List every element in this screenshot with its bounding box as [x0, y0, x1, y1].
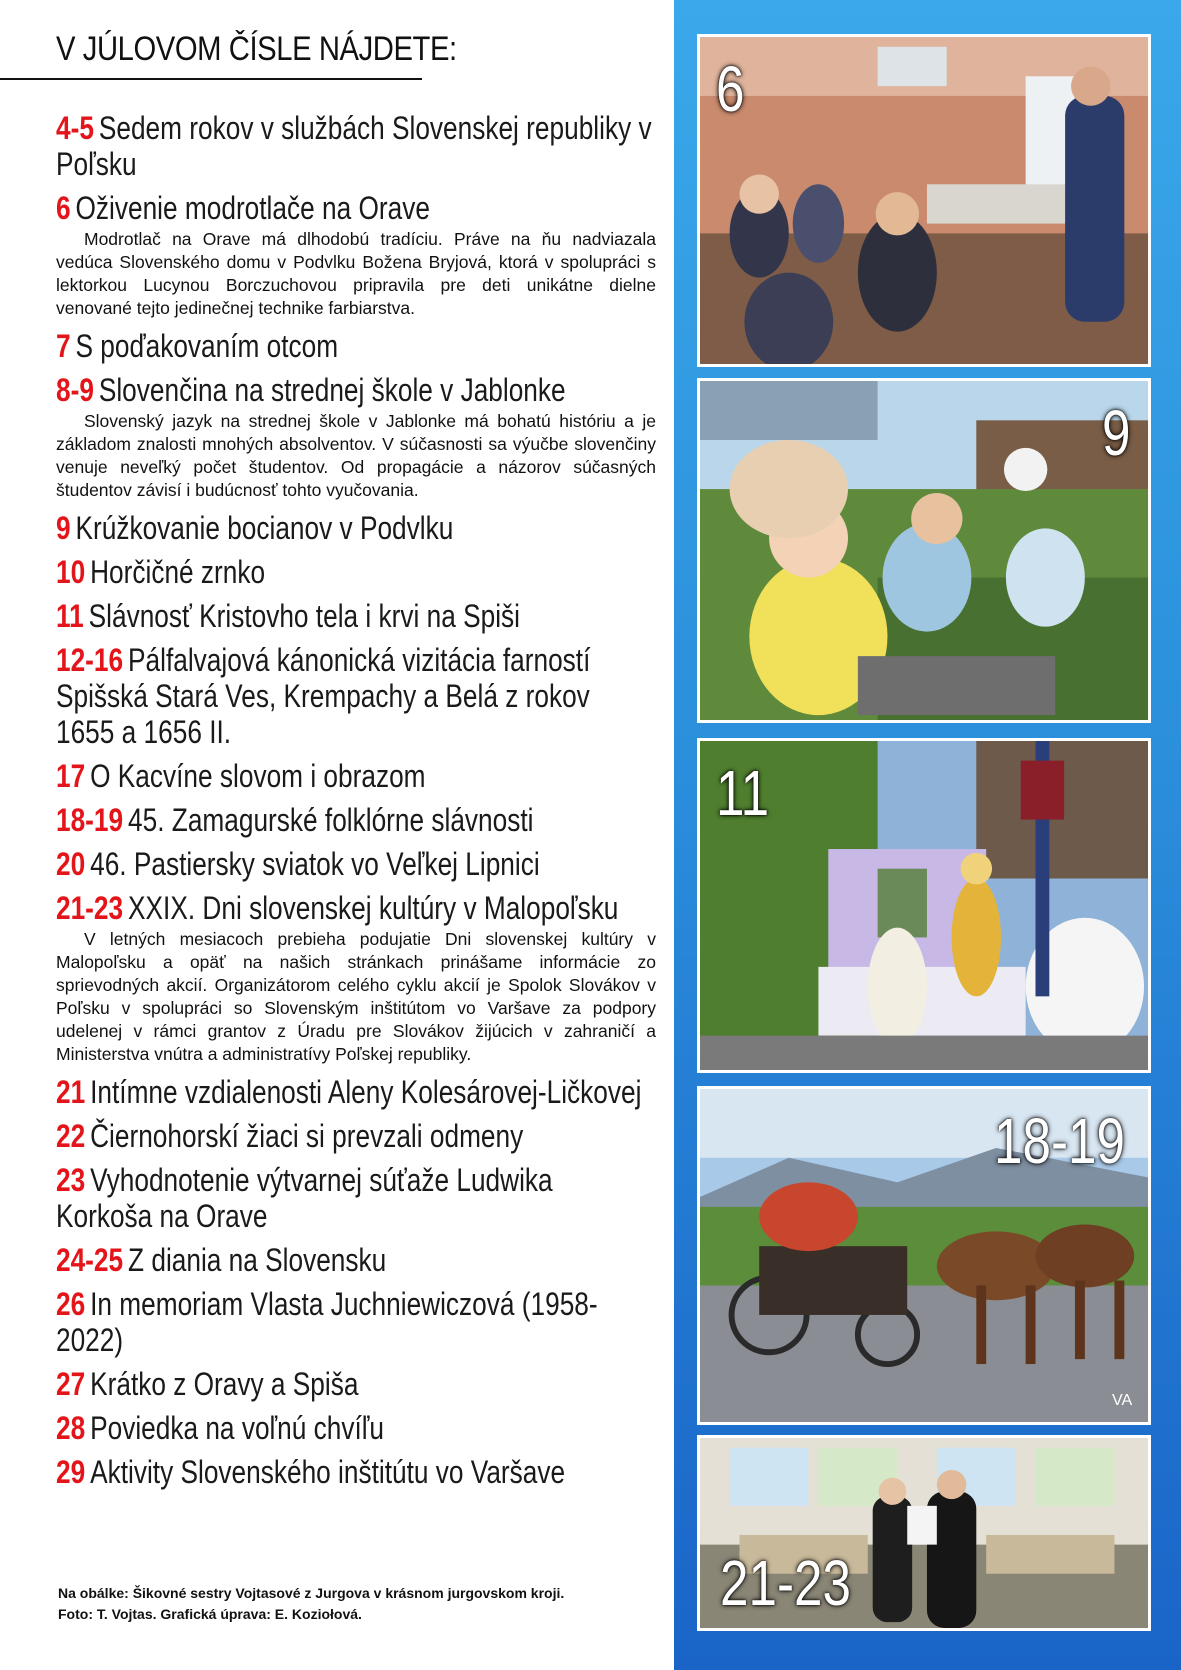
photo-page-label: 9	[1102, 397, 1131, 469]
cover-photo-credit	[58, 1583, 564, 1625]
entry-page-number: 29	[56, 1454, 86, 1490]
entry-page-number: 26	[56, 1286, 86, 1322]
entry-page-number: 4-5	[56, 110, 94, 146]
cover-caption: Na obálke: Šikovné sestry Vojtasové z Jurgova v krásnom jurgovskom kroji.	[58, 1585, 565, 1601]
entry-page-number: 21-23	[56, 890, 124, 926]
toc-entry	[56, 802, 656, 838]
toc-entry	[56, 642, 656, 750]
toc-entry	[56, 554, 656, 590]
entry-title: Pálfalvajová kánonická vizitácia farností Spišská Stará Ves, Krempachy a Belá z rokov 1655 a 1656 II.	[56, 642, 591, 750]
toc-entry	[56, 328, 656, 364]
entry-page-number: 24-25	[56, 1242, 124, 1278]
toc-entry	[56, 1286, 656, 1358]
toc-entry	[56, 1454, 656, 1490]
toc-entry	[56, 510, 656, 546]
entry-description: Modrotlač na Orave má dlhodobú tradíciu. Práve na ňu nadviazala vedúca Slovenského domu v Podvlku Božena Bryjová, ktorá v spolupráci s lektorkou Lucynou Borczuchovou pripravila pre deti unikátne dielne venované tejto jedinečnej technike farbiarstva.	[56, 229, 656, 318]
entry-title: O Kacvíne slovom i obrazom	[90, 758, 426, 794]
entry-title: Aktivity Slovenského inštitútu vo Varšave	[90, 1454, 566, 1490]
entry-title: Krúžkovanie bocianov v Podvlku	[75, 510, 454, 546]
entry-title: Oživenie modrotlače na Orave	[75, 190, 430, 226]
toc-entry	[56, 846, 656, 882]
entry-page-number: 7	[56, 328, 71, 364]
entry-title: Sedem rokov v službách Slovenskej republiky v Poľsku	[56, 110, 652, 182]
page-heading: V JÚLOVOM ČÍSLE NÁJDETE:	[56, 30, 457, 68]
toc-entry	[56, 1162, 656, 1234]
entry-page-number: 20	[56, 846, 86, 882]
entry-title: 45. Zamagurské folklórne slávnosti	[128, 802, 534, 838]
photo-credit: Foto: T. Vojtas. Grafická úprava: E. Koziołová.	[58, 1606, 362, 1622]
entry-page-number: 23	[56, 1162, 86, 1198]
toc-entry	[56, 890, 656, 1066]
storks-image	[700, 381, 1148, 720]
toc-entry	[56, 1118, 656, 1154]
toc-entry	[56, 372, 656, 502]
entry-page-number: 12-16	[56, 642, 124, 678]
entry-title: 46. Pastiersky sviatok vo Veľkej Lipnici	[90, 846, 540, 882]
photographer-watermark: VA	[1112, 1392, 1133, 1409]
entry-title: Vyhodnotenie výtvarnej súťaže Ludwika Korkoša na Orave	[56, 1162, 553, 1234]
entry-page-number: 6	[56, 190, 71, 226]
toc-entry	[56, 1410, 656, 1446]
toc-entry	[56, 598, 656, 634]
entry-title: In memoriam Vlasta Juchniewiczová (1958-2022)	[56, 1286, 598, 1358]
toc-entry	[56, 1366, 656, 1402]
entry-page-number: 11	[56, 598, 84, 634]
entry-title: Slovenčina na strednej škole v Jablonke	[98, 372, 566, 408]
entry-page-number: 9	[56, 510, 71, 546]
entry-page-number: 17	[56, 758, 86, 794]
entry-title: Krátko z Oravy a Spiša	[90, 1366, 359, 1402]
entry-description: Slovenský jazyk na strednej škole v Jablonke má bohatú históriu a je základom znalosti mnohých absolventov. V súčasnosti sa výučbe slovenčiny venuje neveľký počet študentov. Od propagácie a názorov súčasných študentov závisí i budúcnosť tohto vyučovania.	[56, 411, 656, 500]
toc-entry	[56, 110, 656, 182]
entry-description: V letných mesiacoch prebieha podujatie Dni slovenskej kultúry v Malopoľsku a opäť na našich stránkach prinášame informácie zo sprievodných akcií. Organizátorom celého cyklu akcií je Spolok Slovákov v Poľsku v spolupráci so Slovenským inštitútom vo Varšave za podpory udelenej v rámci grantov z Úradu pre Slovákov žijúcich v zahraničí a Ministerstva vnútra a administratívy Poľskej republiky.	[56, 929, 656, 1064]
entry-page-number: 10	[56, 554, 86, 590]
photo-page-label: 21-23	[720, 1547, 851, 1619]
photo-page-label: 6	[716, 53, 745, 125]
entry-page-number: 27	[56, 1366, 86, 1402]
toc-entry	[56, 758, 656, 794]
photo-page-label: 11	[716, 757, 770, 829]
entry-title: Slávnosť Kristovho tela i krvi na Spiši	[88, 598, 520, 634]
entry-title: Poviedka na voľnú chvíľu	[90, 1410, 385, 1446]
entry-title: S poďakovaním otcom	[75, 328, 339, 364]
toc-entry	[56, 1242, 656, 1278]
entry-page-number: 18-19	[56, 802, 124, 838]
table-of-contents	[56, 110, 656, 1498]
toc-entry	[56, 190, 656, 320]
photo-page-label: 18-19	[994, 1105, 1125, 1177]
entry-page-number: 28	[56, 1410, 86, 1446]
entry-title: Intímne vzdialenosti Aleny Kolesárovej-Ličkovej	[90, 1074, 642, 1110]
entry-title: Z diania na Slovensku	[128, 1242, 387, 1278]
heading-underline	[0, 78, 422, 80]
entry-page-number: 21	[56, 1074, 86, 1110]
photo-storks	[697, 378, 1151, 723]
toc-entry	[56, 1074, 656, 1110]
entry-title: XXIX. Dni slovenskej kultúry v Malopoľsku	[128, 890, 619, 926]
entry-page-number: 22	[56, 1118, 86, 1154]
entry-title: Čiernohorskí žiaci si prevzali odmeny	[90, 1118, 524, 1154]
workshop-image	[700, 37, 1148, 364]
entry-page-number: 8-9	[56, 372, 94, 408]
photo-workshop	[697, 34, 1151, 367]
entry-title: Horčičné zrnko	[90, 554, 266, 590]
